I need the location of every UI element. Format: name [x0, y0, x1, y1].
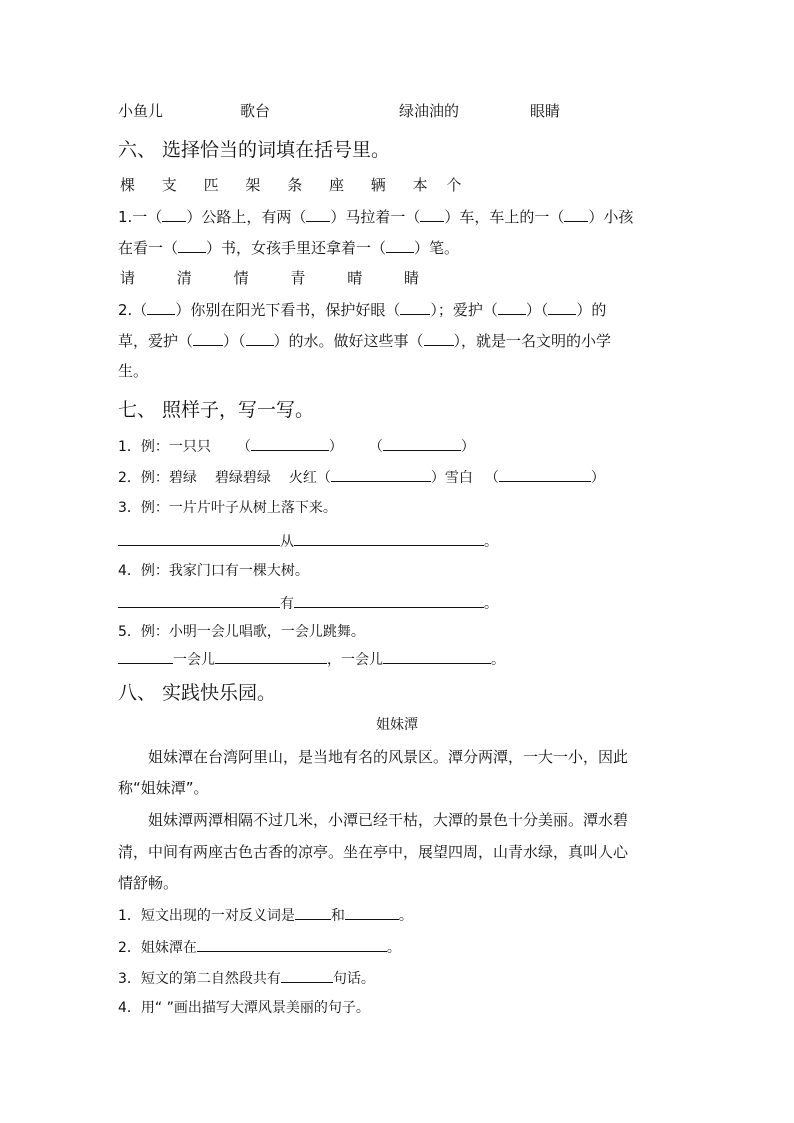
answer-blank[interactable] — [498, 299, 526, 315]
q-text: ）（ — [223, 332, 246, 350]
answer-blank[interactable] — [294, 530, 484, 546]
option-word: 晴 — [347, 269, 363, 287]
s8-q3 — [118, 967, 375, 989]
q-text: 。 — [398, 908, 413, 924]
q-text: ）雪白 — [430, 470, 473, 486]
option-word: 支 — [161, 176, 177, 194]
answer-blank[interactable] — [548, 299, 576, 315]
q-text: ）马拉着一（ — [330, 208, 421, 226]
answer-blank[interactable] — [383, 648, 491, 664]
q-text: ）公路上，有两（ — [186, 208, 307, 226]
passage-p1-line2: 称“姐妹潭”。 — [118, 779, 209, 797]
section-8-title: 八、 实践快乐园。 — [118, 682, 277, 704]
q-text: 。 — [484, 596, 498, 612]
s8-q4: 4．用“ ”画出描写大潭风景美丽的句子。 — [118, 1000, 370, 1016]
passage-p2-line3: 情舒畅。 — [118, 874, 179, 892]
q-text: （ — [368, 439, 383, 455]
answer-blank[interactable] — [424, 330, 454, 346]
answer-blank[interactable] — [197, 936, 387, 952]
passage-title: 姐妹潭 — [376, 717, 418, 733]
answer-blank[interactable] — [294, 592, 484, 608]
answer-blank[interactable] — [306, 206, 330, 222]
word-xiaoyuer: 小鱼儿 — [118, 102, 164, 120]
q-text: ） — [590, 470, 605, 486]
answer-blank[interactable] — [499, 466, 591, 482]
q-text: 从 — [280, 534, 294, 550]
answer-blank[interactable] — [331, 466, 431, 482]
q-text: 1.一（ — [118, 208, 163, 226]
s6-q2-line1 — [118, 299, 606, 320]
section-7-title: 七、 照样子，写一写。 — [118, 399, 315, 421]
answer-blank[interactable] — [178, 237, 206, 253]
passage-p1-line1: 姐妹潭在台湾阿里山，是当地有名的风景区。潭分两潭，一大一小，因此 — [148, 748, 629, 766]
answer-blank[interactable] — [420, 206, 444, 222]
q-text: ），就是一名文明的小学 — [453, 332, 612, 350]
q-text: 有 — [280, 596, 294, 612]
option-word: 请 — [120, 269, 136, 287]
answer-blank[interactable] — [147, 299, 175, 315]
s7-q3-fill — [118, 530, 498, 552]
passage-p2-line1: 姐妹潭两潭相隔不过几米，小潭已经干枯，大潭的景色十分美丽。潭水碧 — [148, 811, 629, 829]
q-text: 和 — [330, 908, 345, 924]
s6-q1-line2 — [118, 237, 459, 258]
qing-word-bank — [120, 268, 419, 288]
q-text: 。 — [491, 652, 505, 668]
s6-q2-line3: 生。 — [118, 362, 149, 380]
option-word: 个 — [446, 176, 462, 194]
q-text: ）车，车上的一（ — [444, 208, 565, 226]
q-text: 1．例：一只只 — [118, 439, 211, 455]
answer-blank[interactable] — [193, 330, 223, 346]
top-word-row — [118, 101, 560, 121]
option-word: 条 — [287, 176, 303, 194]
option-word: 本 — [412, 176, 428, 194]
answer-blank[interactable] — [251, 435, 329, 451]
q-text: ）小孩 — [588, 208, 634, 226]
s7-q4: 4．例：我家门口有一棵大树。 — [118, 563, 309, 579]
q-text: ）书，女孩手里还拿着一（ — [206, 239, 387, 257]
q-text: ）的水。做好这些事（ — [273, 332, 424, 350]
q-text: 3．短文的第二自然段共有 — [118, 971, 281, 987]
q-text: ）笔。 — [414, 239, 460, 257]
q-text: 1．短文出现的一对反义词是 — [118, 908, 295, 924]
answer-blank[interactable] — [386, 237, 414, 253]
answer-blank[interactable] — [295, 904, 331, 920]
q-text: 2．例：碧绿 — [118, 470, 197, 486]
q-text: 。 — [386, 940, 401, 956]
option-word: 架 — [245, 176, 261, 194]
option-word: 睛 — [403, 269, 419, 287]
answer-blank[interactable] — [281, 967, 333, 983]
measure-word-bank — [120, 175, 461, 195]
s7-q1 — [118, 435, 475, 457]
option-word: 座 — [328, 176, 344, 194]
option-word: 匹 — [203, 176, 219, 194]
q-text: 草，爱护（ — [118, 332, 194, 350]
passage-p2-line2: 清，中间有两座古色古香的凉亭。坐在亭中，展望四周，山青水绿，真叫人心 — [118, 843, 629, 861]
q-text: 2.（ — [118, 301, 148, 319]
word-lvyouyou: 绿油油的 — [399, 102, 460, 120]
option-word: 辆 — [370, 176, 386, 194]
q-text: （ — [236, 439, 251, 455]
answer-blank[interactable] — [162, 206, 186, 222]
option-word: 青 — [290, 269, 306, 287]
q-text: ）的 — [576, 301, 607, 319]
answer-blank[interactable] — [215, 648, 327, 664]
q-text: ）你别在阳光下看书，保护好眼（ — [175, 301, 401, 319]
q-text: 句话。 — [332, 971, 375, 987]
option-word: 情 — [233, 269, 249, 287]
option-word: 棵 — [120, 176, 136, 194]
s7-q2 — [118, 466, 605, 488]
s7-q3: 3．例：一片片叶子从树上落下来。 — [118, 500, 337, 516]
q-text: 2．姐妹潭在 — [118, 940, 197, 956]
q-text: ） — [328, 439, 343, 455]
q-text: 碧绿碧绿 — [214, 470, 271, 486]
q-text: 在看一（ — [118, 239, 179, 257]
s6-q1-line1 — [118, 206, 633, 227]
answer-blank[interactable] — [383, 435, 461, 451]
answer-blank[interactable] — [345, 904, 399, 920]
q-text: （ — [484, 470, 499, 486]
answer-blank[interactable] — [246, 330, 274, 346]
q-text: ）（ — [525, 301, 549, 319]
q-text: ） — [460, 439, 475, 455]
answer-blank[interactable] — [118, 592, 280, 608]
s7-q5: 5．例：小明一会儿唱歌，一会儿跳舞。 — [118, 624, 365, 640]
answer-blank[interactable] — [400, 299, 430, 315]
s6-q2-line2 — [118, 330, 611, 351]
s8-q2 — [118, 936, 401, 958]
q-text: 。 — [484, 534, 498, 550]
section-6-title: 六、 选择恰当的词填在括号里。 — [118, 139, 391, 161]
word-getai: 歌台 — [240, 102, 271, 120]
q-text: 火红（ — [288, 470, 331, 486]
q-text: ）；爱护（ — [430, 301, 498, 319]
answer-blank[interactable] — [564, 206, 588, 222]
word-yanjing: 眼睛 — [530, 102, 561, 120]
s8-q1 — [118, 904, 413, 926]
answer-blank[interactable] — [118, 648, 173, 664]
option-word: 清 — [176, 269, 192, 287]
q-text: ，一会儿 — [327, 652, 383, 668]
s7-q5-fill — [118, 648, 505, 670]
answer-blank[interactable] — [118, 530, 280, 546]
q-text: 一会儿 — [173, 652, 215, 668]
s7-q4-fill — [118, 592, 498, 614]
